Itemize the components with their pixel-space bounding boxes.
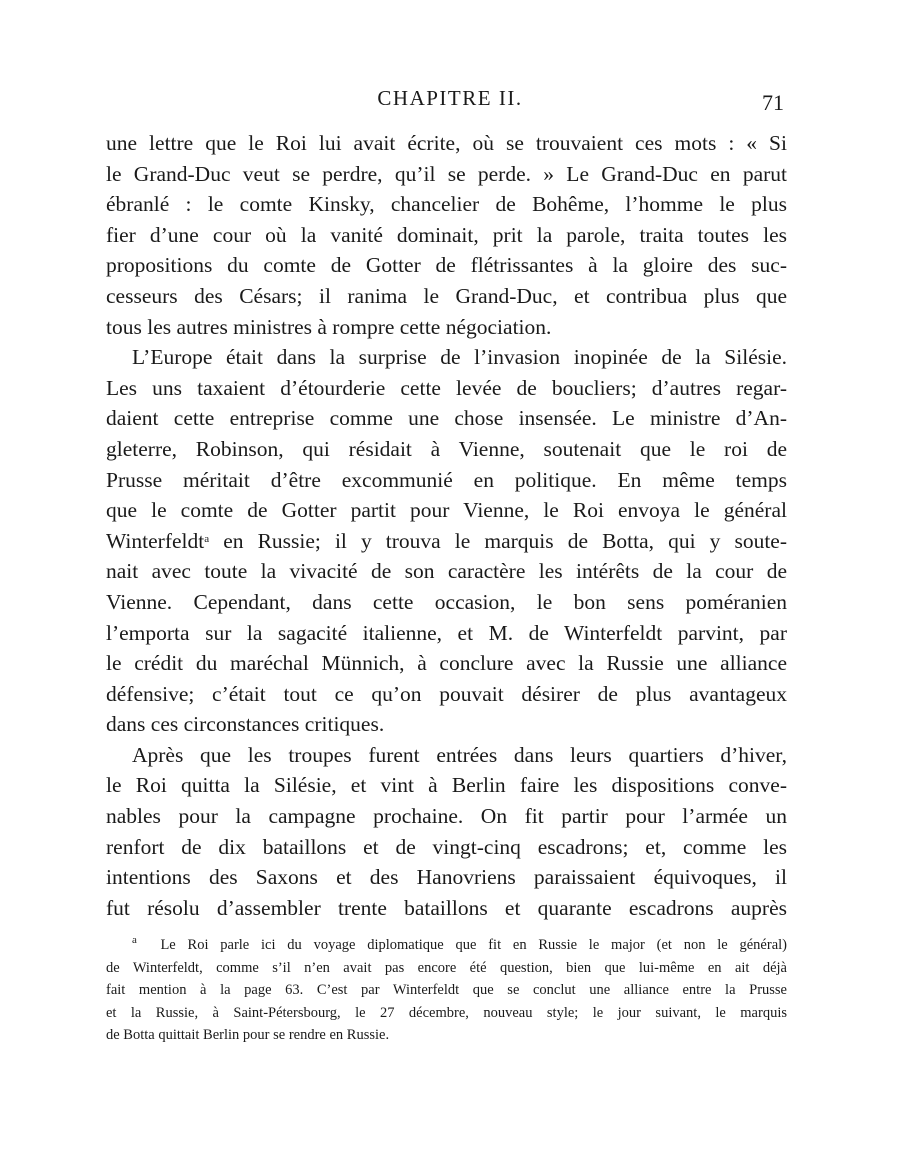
text-line: Prusse méritait d’être excommunié en politique. En même temps <box>106 467 787 492</box>
text-line: Vienne. Cependant, dans cette occasion, le bon sens poméranien <box>106 589 787 614</box>
text-line: le Roi quitta la Silésie, et vint à Berlin faire les dispositions conve- <box>106 773 787 798</box>
text-line: intentions des Saxons et des Hanovriens paraissaient équivoques, il <box>106 865 787 890</box>
line-remainder: en Russie; il y trouva le marquis de Botta, qui y soute- <box>223 528 788 553</box>
text-line: L’Europe était dans la surprise de l’invasion inopinée de la Silésie. <box>132 345 787 370</box>
footnote-line: fait mention à la page 63. C’est par Winterfeldt que se conclut une alliance entre la Prusse <box>106 982 787 999</box>
footnote-line: de Winterfeldt, comme s’il n’en avait pas encore été question, bien que lui-même en ait déjà <box>106 959 787 976</box>
text-line: renfort de dix bataillons et de vingt-cinq escadrons; et, comme les <box>106 834 787 859</box>
text-line: dans ces circonstances critiques. <box>106 712 385 737</box>
text-line: daient cette entreprise comme une chose insensée. Le ministre d’An- <box>106 406 787 431</box>
footnote <box>106 934 787 1047</box>
text-line: une lettre que le Roi lui avait écrite, où se trouvaient ces mots : « Si <box>106 131 787 155</box>
text-line: nait avec toute la vivacité de son caractère les intérêts de la cour de <box>106 559 787 584</box>
footnote-line: de Botta quittait Berlin pour se rendre en Russie. <box>106 1027 390 1044</box>
text-line: l’emporta sur la sagacité italienne, et M. de Winterfeldt parvint, par <box>106 620 787 645</box>
running-head: CHAPITRE II. <box>377 86 523 110</box>
text-line: Après que les troupes furent entrées dans leurs quartiers d’hiver, <box>132 742 787 767</box>
text-line: le crédit du maréchal Münnich, à conclure avec la Russie une alliance <box>106 651 787 676</box>
footnote-text: Le Roi parle ici du voyage diplomatique que fit en Russie le major (et non le général) <box>160 937 787 953</box>
footnote-line <box>106 934 787 957</box>
text-line: défensive; c’était tout ce qu’on pouvait désirer de plus avantageux <box>106 681 787 706</box>
text-line: ébranlé : le comte Kinsky, chancelier de Bohême, l’homme le plus <box>106 192 787 217</box>
text-line: que le comte de Gotter partit pour Vienne, le Roi envoya le général <box>106 498 787 523</box>
text-line: propositions du comte de Gotter de flétrissantes à la gloire des suc- <box>106 253 787 278</box>
text-line: cesseurs des Césars; il ranima le Grand-Duc, et contribua plus que <box>106 283 787 308</box>
page-number: 71 <box>762 90 784 115</box>
text-line: fier d’une cour où la vanité dominait, prit la parole, traita toutes les <box>106 222 787 247</box>
footnote-marker: a <box>132 934 137 946</box>
text-line: tous les autres ministres à rompre cette négociation. <box>106 314 552 339</box>
text-line: fut résolu d’assembler trente bataillons et quarante escadrons auprès <box>106 895 787 920</box>
text-line: Les uns taxaient d’étourderie cette levée de boucliers; d’autres regar- <box>106 375 787 400</box>
text-line: gleterre, Robinson, qui résidait à Vienne, soutenait que le roi de <box>106 436 787 461</box>
footnote-line: et la Russie, à Saint-Pétersbourg, le 27 décembre, nouveau style; le jour suivant, le marquis <box>106 1004 787 1021</box>
body-text <box>106 128 787 923</box>
text-line <box>106 526 787 557</box>
winterfeldt-name: Winterfeldt <box>106 528 205 553</box>
text-line: nables pour la campagne prochaine. On fit partir pour l’armée un <box>106 804 787 829</box>
text-line: le Grand-Duc veut se perdre, qu’il se perde. » Le Grand-Duc en parut <box>106 161 787 186</box>
footnote-reference[interactable]: a <box>204 532 210 545</box>
